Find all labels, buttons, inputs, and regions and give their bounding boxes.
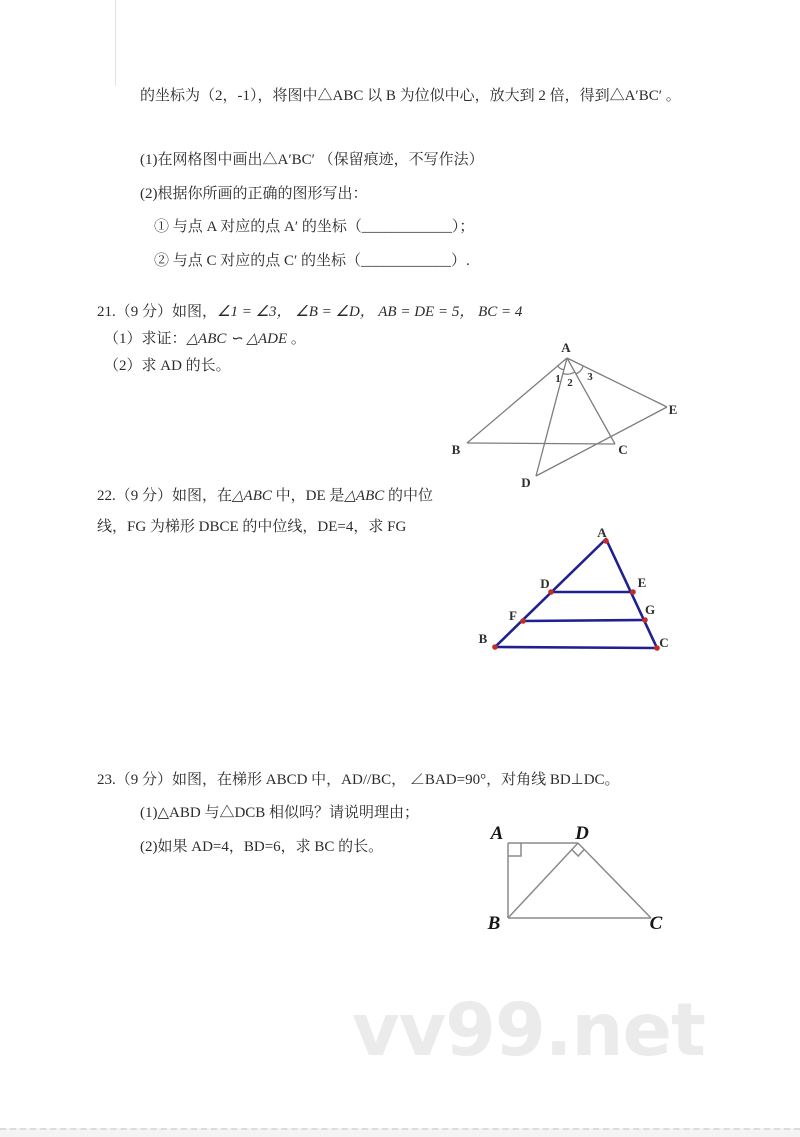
q22-label-G: G [644, 602, 656, 617]
q23-statement: 23.（9 分）如图，在梯形 ABCD 中，AD//BC， ∠BAD=90°，对角线 BD⊥DC。 [97, 772, 620, 788]
q21-part2: （2）求 AD 的长。 [104, 358, 231, 374]
q22-point-B [492, 644, 498, 650]
q22-label-E: E [637, 575, 647, 590]
q23-diagonal-BD [508, 843, 578, 918]
q22-statement-line1 [97, 486, 433, 506]
q21-side-AE [567, 358, 667, 407]
q21-conditions: ∠1 = ∠3， ∠B = ∠D， AB = DE = 5， BC = 4 [217, 304, 523, 320]
q21-part1-prefix: （1）求证： [104, 331, 187, 347]
q23-side-DC [578, 843, 651, 918]
q22-line1-pre: 22.（9 分）如图，在 [97, 488, 233, 504]
q22-point-F [520, 618, 526, 624]
intro-line: 的坐标为（2，-1），将图中△ABC 以 B 为位似中心，放大到 2 倍，得到△A′BC′ 。 [140, 88, 681, 104]
q22-point-G [642, 617, 648, 623]
page-bottom-edge [0, 1128, 800, 1137]
q23-label-B: B [487, 913, 501, 934]
q22-line1-suf: 的中位 [384, 488, 434, 504]
q21-part1 [104, 329, 306, 349]
q23-figure [485, 823, 675, 935]
q22-line1-math1: △ABC [232, 488, 272, 504]
q23-label-C: C [649, 913, 663, 934]
q21-side-AB [467, 358, 567, 443]
q22-line1-math2: △ABC [344, 488, 385, 504]
intro-sub-1: ① 与点 A 对应的点 A′ 的坐标（____________）； [154, 219, 475, 235]
q23-item-1: (1)△ABD 与△DCB 相似吗？请说明理由； [140, 805, 420, 821]
q22-label-C: C [659, 635, 669, 650]
q22-midline-FG [523, 620, 645, 621]
q22-label-F: F [509, 608, 517, 623]
q23-item-2: (2)如果 AD=4，BD=6，求 BC 的长。 [140, 839, 384, 855]
q21-label-A: A [561, 340, 571, 355]
q21-side-BC [467, 443, 615, 444]
q21-angle-2: 2 [567, 377, 573, 389]
intro-item-1: (1)在网格图中画出△A′BC′ （保留痕迹，不写作法） [140, 152, 484, 168]
q22-label-D: D [540, 576, 550, 591]
q22-statement-line2: 线，FG 为梯形 DBCE 的中位线，DE=4，求 FG [97, 519, 407, 535]
q21-part1-suffix: 。 [287, 331, 306, 347]
q21-side-DE [536, 407, 667, 476]
q22-line1-mid: 中，DE 是 [271, 488, 345, 504]
intro-item-2: (2)根据你所画的正确的图形写出： [140, 186, 368, 202]
q21-label-D: D [521, 475, 531, 490]
q21-number: 21.（9 分）如图， [97, 304, 218, 320]
q23-label-A: A [490, 823, 504, 844]
q21-angle1-arc [558, 366, 564, 370]
q21-angle2-arc [563, 372, 575, 374]
q21-angle-3: 3 [587, 371, 593, 383]
intro-sub-2: ② 与点 C 对应的点 C′ 的坐标（____________）. [154, 253, 470, 269]
q21-statement [97, 302, 522, 322]
q21-angle-1: 1 [555, 373, 561, 385]
scan-edge-line [115, 0, 116, 86]
q22-side-BC [495, 647, 657, 648]
q21-figure [440, 336, 715, 491]
q21-angle3-arc [576, 366, 583, 374]
q23-right-angle-A [508, 843, 521, 856]
q22-label-B: B [478, 631, 488, 646]
q22-point-E [630, 589, 636, 595]
q23-label-D: D [575, 823, 589, 844]
site-watermark: vv99.net [352, 988, 705, 1073]
q21-side-AD [536, 358, 567, 476]
q22-figure [470, 525, 685, 660]
q21-label-E: E [668, 402, 678, 417]
q22-label-A: A [597, 525, 607, 540]
q21-part1-math: △ABC ∽ △ADE [186, 331, 288, 347]
q23-right-angle-D [572, 849, 584, 856]
q21-label-C: C [618, 442, 628, 457]
q21-label-B: B [451, 442, 461, 457]
